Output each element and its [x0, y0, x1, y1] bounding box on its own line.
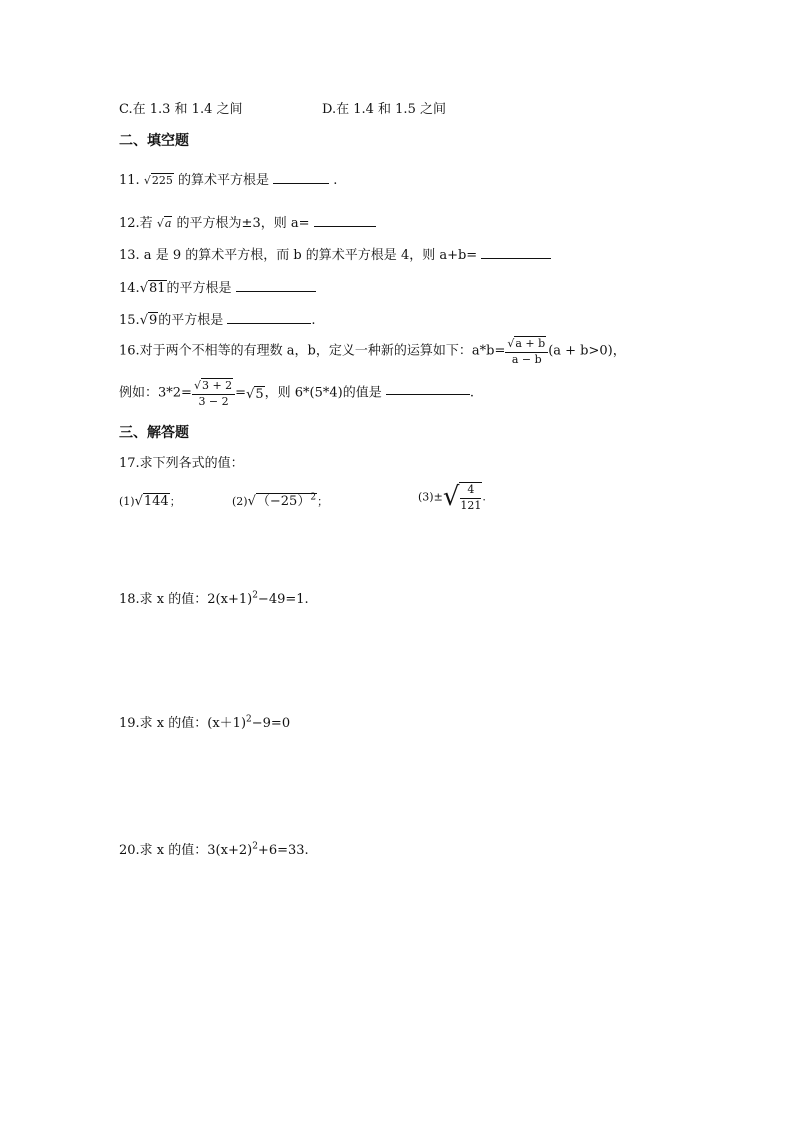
q17-part-1: (1)√144；: [119, 494, 181, 509]
q17-p2-radicand: （−25）: [256, 494, 311, 509]
q15-end: .: [311, 313, 316, 328]
q11-number: 11.: [119, 173, 140, 188]
question-12: [119, 216, 376, 230]
q17-p3-denominator: 121: [460, 498, 482, 512]
choice-d: D.在 1.4 和 1.5 之间: [322, 102, 446, 117]
question-17: 17.求下列各式的值：: [119, 456, 244, 471]
q17-p1-radicand: 144: [143, 494, 169, 509]
q11-radicand: 225: [151, 174, 173, 187]
q11-end: .: [333, 173, 338, 188]
question-16-example: [119, 378, 474, 408]
question-16-definition: [119, 336, 626, 366]
choice-c: C.在 1.3 和 1.4 之间: [119, 102, 243, 117]
q16-blank[interactable]: [386, 392, 470, 395]
q12-blank[interactable]: [314, 224, 376, 227]
question-13: [119, 249, 551, 262]
q12-text: 的平方根为±3，则 a=: [176, 216, 310, 231]
section-answer-title: 三、解答题: [119, 425, 189, 441]
q14-sqrt: √81: [139, 281, 166, 296]
q12-prefix: 12.若: [119, 216, 153, 231]
q15-sqrt: √9: [139, 313, 158, 328]
q16-def-fraction: $\frac{√a + b}{a - b}$: [505, 336, 548, 366]
q15-number: 15.: [119, 313, 140, 328]
q14-blank[interactable]: [236, 289, 316, 292]
question-15: [119, 312, 316, 327]
question-18: 18.求 x 的值：$2(x+1)^2-49=1$.: [119, 590, 309, 607]
q16-example-prefix: 例如：3*2=: [119, 385, 192, 401]
q11-blank[interactable]: [273, 181, 329, 184]
q11-sqrt: √225: [143, 174, 173, 187]
q14-number: 14.: [119, 281, 140, 296]
q16-def-numerator: a + b: [515, 337, 546, 350]
q17-part-3: (3)±√ $\frac{4}{121}$ .: [418, 482, 486, 513]
q14-radicand: 81: [148, 281, 166, 296]
q16-ex-fraction: $\frac{√3 + 2}{3 - 2}$: [192, 378, 235, 408]
question-14: [119, 280, 316, 295]
q14-text: 的平方根是: [166, 281, 232, 296]
q17-part-2: $(2)√(-25)^2$；: [232, 492, 329, 509]
q16-ex-numerator: 3 + 2: [201, 379, 233, 392]
q15-text: 的平方根是: [158, 313, 224, 328]
question-19: 19.求 x 的值：$(x+1)^2-9=0$: [119, 714, 291, 731]
q13-text: 13. a 是 9 的算术平方根，而 b 的算术平方根是 4，则 a+b=: [119, 248, 478, 263]
question-11: [119, 173, 337, 187]
q15-blank[interactable]: [227, 321, 311, 324]
q11-text: 的算术平方根是: [177, 173, 269, 188]
q16-def-denominator: a − b: [511, 352, 542, 366]
q13-blank[interactable]: [481, 256, 551, 259]
q12-sqrt: √a: [156, 217, 172, 230]
question-20: 20.求 x 的值：$3(x+2)^2+6=33$.: [119, 841, 309, 858]
q12-radicand: a: [164, 217, 172, 230]
q16-text: 16.对于两个不相等的有理数 a，b，定义一种新的运算如下：a*b=: [119, 343, 506, 359]
q16-ex-post: ，则 6*(5*4)的值是: [264, 385, 382, 401]
q16-end: .: [469, 385, 475, 401]
q17-p3-numerator: 4: [460, 484, 481, 499]
q16-def-condition: (a + b>0)，: [548, 343, 626, 359]
q15-radicand: 9: [148, 313, 158, 328]
q16-ex-result: √5: [246, 386, 264, 402]
q16-ex-denominator: 3 − 2: [198, 394, 229, 408]
q16-ex-equals: =: [235, 385, 247, 401]
section-fill-blank-title: 二、填空题: [119, 133, 189, 149]
